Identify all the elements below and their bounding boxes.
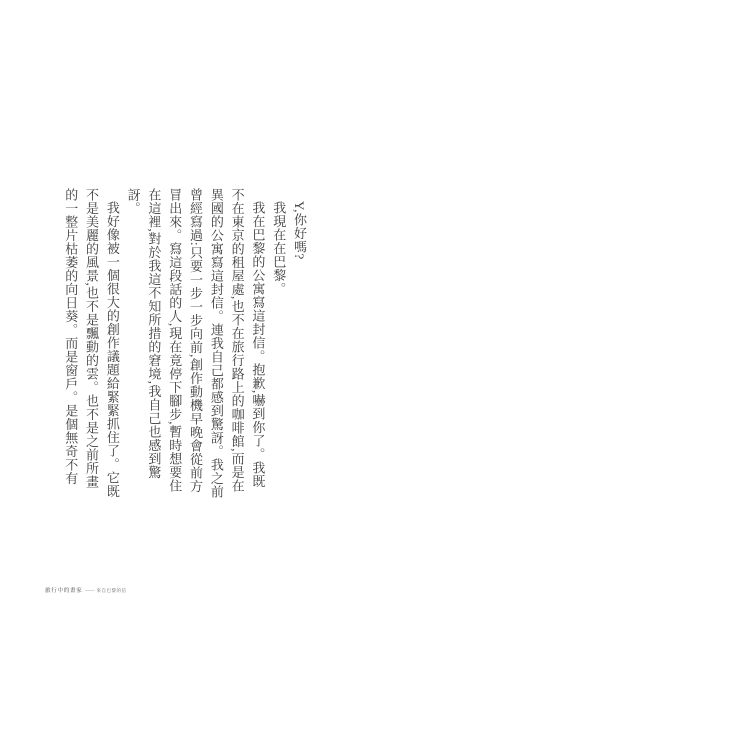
letter-paragraph-body-2: 我好像被一個很大的創作議題給緊緊抓住了。它既不是美麗的風景,也不是飄動的雲。也不是之前所畫的一整片枯萎的向日葵。而是窗戶。是個無奇不有 [63, 188, 120, 498]
letter-paragraph-opening: 我現在在巴黎。 [271, 201, 287, 296]
chapter-title: 來自巴黎的信 [96, 587, 127, 593]
letter-body [55, 188, 309, 500]
running-footer [45, 586, 127, 594]
letter-paragraph-greeting: Y,你好嗎? [292, 201, 307, 260]
book-title: 旅行中的畫家 [45, 587, 83, 594]
footer-separator-dash: —— [85, 587, 94, 593]
letter-paragraph-body-1: 我在巴黎的公寓寫這封信。抱歉,嚇到你了。我既不在東京的租屋處,也不在旅行路上的咖啡館,而是在異國的公寓寫這封信。連我自己都感到驚訝。我之前曾經寫過:只要一步一步向前,創作動機早晚會從前方冒出來。寫這段話的人,現在竟停下腳步,暫時想要住在這裡,對於我這不知所措的窘境,我自己也感到驚訝。 [125, 188, 266, 499]
